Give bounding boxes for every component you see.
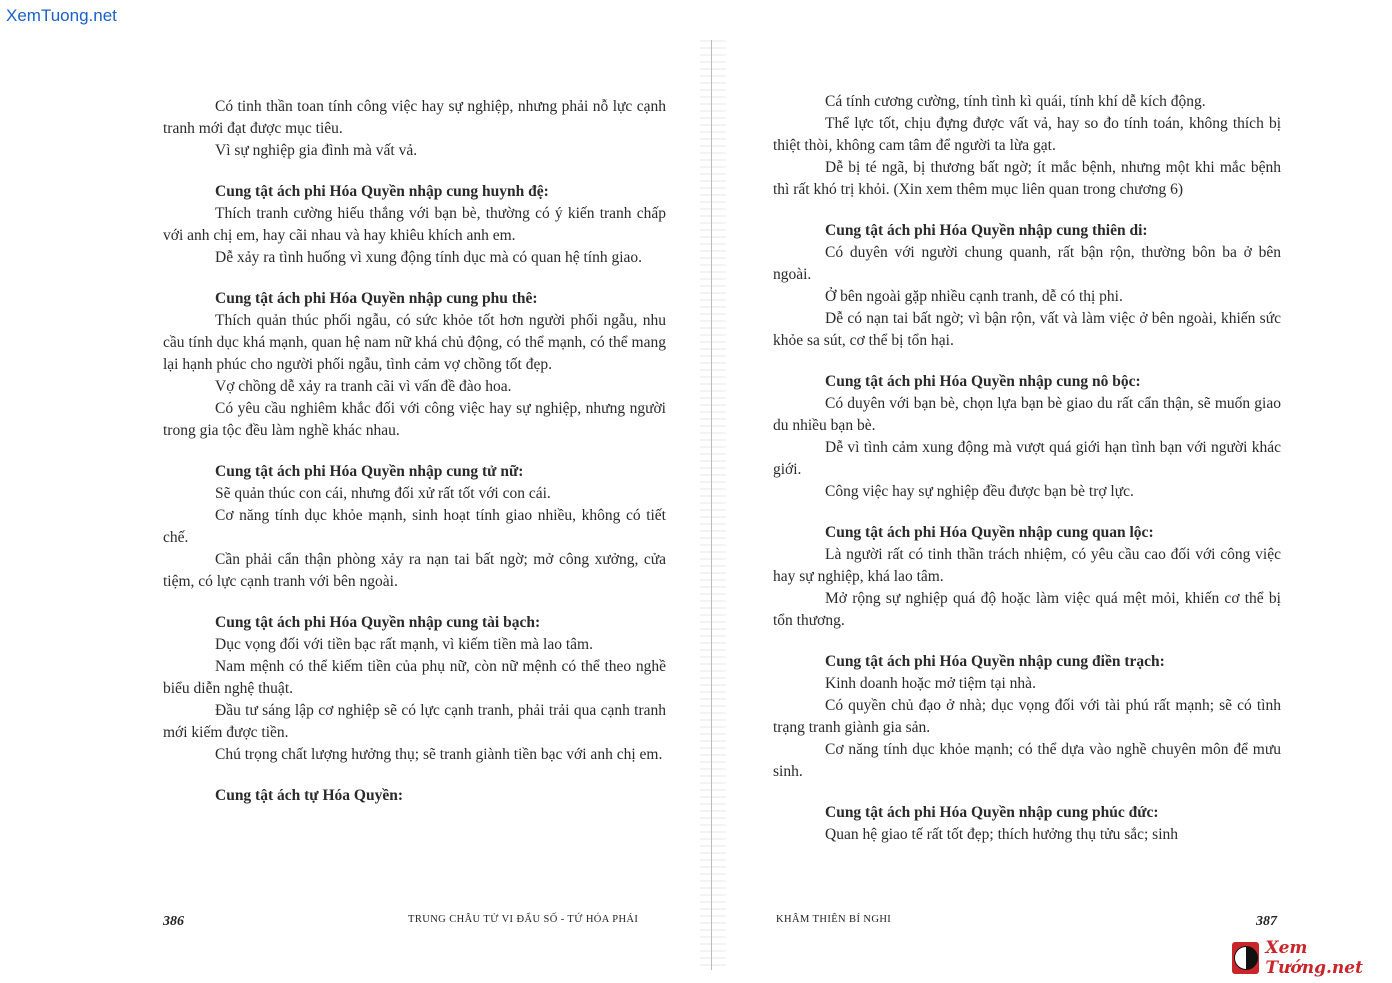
- paragraph: Cần phải cẩn thận phòng xảy ra nạn tai bất ngờ; mở công xưởng, cửa tiệm, có lực cạnh tranh với bên ngoài.: [163, 551, 666, 590]
- yin-yang-icon: [1232, 942, 1259, 974]
- paragraph: Thích quản thúc phối ngẫu, có sức khỏe tốt hơn người phối ngẫu, nhu cầu tính dục khá mạnh, quan hệ nam nữ khá chủ động, có thể mạnh, có thể mang lại hạnh phúc cho người phối ngẫu, tình cảm vợ chồng tốt đẹp.: [163, 312, 666, 373]
- section-heading: Cung tật ách phi Hóa Quyền nhập cung thiên di:: [825, 222, 1148, 239]
- left-page-body: [163, 96, 666, 807]
- paragraph: Có duyên với người chung quanh, rất bận rộn, thường bôn ba ở bên ngoài.: [773, 244, 1281, 283]
- paragraph: Cá tính cương cường, tính tình kì quái, tính khí dễ kích động.: [825, 93, 1206, 110]
- book-spine: [711, 40, 712, 970]
- section-heading: Cung tật ách phi Hóa Quyền nhập cung quan lộc:: [825, 524, 1154, 541]
- paragraph: Có yêu cầu nghiêm khắc đối với công việc hay sự nghiệp, nhưng người trong gia tộc đều làm nghề khác nhau.: [163, 400, 666, 439]
- paragraph: Dễ xảy ra tình huống vì xung động tính dục mà có quan hệ tính giao.: [215, 249, 643, 266]
- logo-text: Xem Tướng.net: [1265, 938, 1363, 978]
- section-heading: Cung tật ách tự Hóa Quyền:: [215, 787, 403, 804]
- left-page-number: 386: [163, 914, 184, 929]
- paragraph: Sẽ quản thúc con cái, nhưng đối xử rất tốt với con cái.: [215, 485, 551, 502]
- site-watermark[interactable]: XemTuong.net: [6, 6, 117, 25]
- paragraph: Dễ vì tình cảm xung động mà vượt quá giới hạn tình bạn với người khác giới.: [773, 439, 1281, 478]
- paragraph: Thích tranh cường hiếu thắng với bạn bè, thường có ý kiến tranh chấp với anh chị em, hay cãi nhau và hay khiêu khích anh em.: [163, 205, 666, 244]
- paragraph: Dễ bị té ngã, bị thương bất ngờ; ít mắc bệnh, nhưng một khi mắc bệnh thì rất khó trị khỏi. (Xin xem thêm mục liên quan trong chương 6): [773, 159, 1281, 198]
- paragraph: Cơ năng tính dục khỏe mạnh; có thể dựa vào nghề chuyên môn để mưu sinh.: [773, 741, 1281, 780]
- paragraph: Nam mệnh có thể kiếm tiền của phụ nữ, còn nữ mệnh có thể theo nghề biểu diễn nghệ thuật.: [163, 658, 666, 697]
- paragraph: Có tinh thần toan tính công việc hay sự nghiệp, nhưng phải nỗ lực cạnh tranh mới đạt được mục tiêu.: [163, 98, 666, 137]
- section-heading: Cung tật ách phi Hóa Quyền nhập cung tài bạch:: [215, 614, 541, 631]
- book-gutter-shadow: [700, 40, 726, 970]
- right-page-body: [773, 91, 1281, 846]
- paragraph: Ở bên ngoài gặp nhiều cạnh tranh, dễ có thị phi.: [825, 288, 1123, 305]
- site-logo[interactable]: [1232, 937, 1390, 979]
- section-heading: Cung tật ách phi Hóa Quyền nhập cung phúc đức:: [825, 804, 1159, 821]
- paragraph: Có quyền chủ đạo ở nhà; dục vọng đối với tài phú rất mạnh; sẽ có tình trạng tranh giành gia sản.: [773, 697, 1281, 736]
- paragraph: Mở rộng sự nghiệp quá độ hoặc làm việc quá mệt mỏi, khiến cơ thể bị tổn thương.: [773, 590, 1281, 629]
- left-running-head: TRUNG CHÂU TỬ VI ĐẨU SỐ - TỨ HÓA PHÁI: [408, 914, 639, 925]
- paragraph: Công việc hay sự nghiệp đều được bạn bè trợ lực.: [825, 483, 1134, 500]
- paragraph: Dục vọng đối với tiền bạc rất mạnh, vì kiếm tiền mà lao tâm.: [215, 636, 593, 653]
- section-heading: Cung tật ách phi Hóa Quyền nhập cung nô bộc:: [825, 373, 1141, 390]
- paragraph: Quan hệ giao tế rất tốt đẹp; thích hưởng thụ tửu sắc; sinh: [825, 826, 1179, 843]
- right-running-head: KHÂM THIÊN BÍ NGHI: [776, 914, 892, 925]
- paragraph: Vì sự nghiệp gia đình mà vất vả.: [215, 142, 418, 159]
- right-page-number: 387: [1256, 914, 1277, 929]
- paragraph: Dễ có nạn tai bất ngờ; vì bận rộn, vất và làm việc ở bên ngoài, khiến sức khỏe sa sút, cơ thể bị tổn hại.: [773, 310, 1281, 349]
- paragraph: Là người rất có tinh thần trách nhiệm, có yêu cầu cao đối với công việc hay sự nghiệp, khá lao tâm.: [773, 546, 1281, 585]
- paragraph: Thể lực tốt, chịu đựng được vất vả, hay so đo tính toán, không thích bị thiệt thòi, không cam tâm để người ta lừa gạt.: [773, 115, 1281, 154]
- section-heading: Cung tật ách phi Hóa Quyền nhập cung điền trạch:: [825, 653, 1165, 670]
- paragraph: Kinh doanh hoặc mở tiệm tại nhà.: [825, 675, 1036, 692]
- section-heading: Cung tật ách phi Hóa Quyền nhập cung huynh đệ:: [215, 183, 549, 200]
- paragraph: Đầu tư sáng lập cơ nghiệp sẽ có lực cạnh tranh, phải trải qua cạnh tranh mới kiếm được tiền.: [163, 702, 666, 741]
- paragraph: Có duyên với bạn bè, chọn lựa bạn bè giao du rất cẩn thận, sẽ muốn giao du nhiều bạn bè.: [773, 395, 1281, 434]
- paragraph: Vợ chồng dễ xảy ra tranh cãi vì vấn đề đào hoa.: [215, 378, 512, 395]
- paragraph: Cơ năng tính dục khỏe mạnh, sinh hoạt tính giao nhiều, không có tiết chế.: [163, 507, 666, 546]
- section-heading: Cung tật ách phi Hóa Quyền nhập cung tử nữ:: [215, 463, 524, 480]
- paragraph: Chú trọng chất lượng hưởng thụ; sẽ tranh giành tiền bạc với anh chị em.: [215, 746, 663, 763]
- section-heading: Cung tật ách phi Hóa Quyền nhập cung phu thê:: [215, 290, 538, 307]
